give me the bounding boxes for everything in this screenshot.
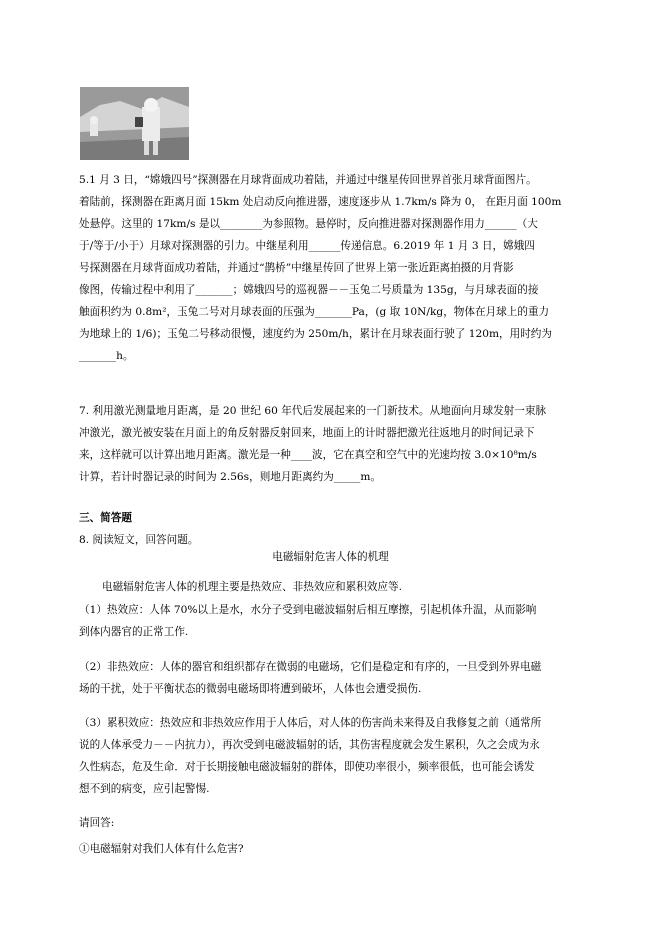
p1-line: 到体内器官的正常工作.	[79, 626, 189, 638]
p3-line: 久性病态，危及生命．对于长期接触电磁波辐射的群体，即使功率很小，频率很低，也可能会诱发	[79, 761, 535, 773]
article-paragraph-3	[79, 712, 588, 800]
q5-line: 触面积约为 0.8m²，玉兔二号对月球表面的压强为_______Pa，(g 取 10N/kg，物体在月球上的重力	[79, 306, 550, 318]
p2-line: 场的干扰，处于平衡状态的微弱电磁场即将遭到破坏，人体也会遭受损伤.	[79, 683, 422, 695]
question-8-1-text: ①电磁辐射对我们人体有什么危害?	[79, 843, 244, 855]
p2-line: （2）非热效应：人体的器官和组织都存在微弱的电磁场，它们是稳定和有序的，一旦受到外界电磁	[79, 661, 542, 673]
q5-line: 于/等于/小于）月球对探测器的引力。中继星利用______传递信息。6.2019 年 1 月 3 日，嫦娥四	[79, 240, 535, 252]
article-paragraph-1	[79, 599, 588, 643]
moon-photo-graphic	[80, 87, 189, 160]
question-7	[79, 400, 588, 488]
q5-line: 为地球上的 1/6)；玉兔二号移动很慢，速度约为 250m/h，累计在月球表面行驶了 120m，用时约为	[79, 328, 552, 340]
q7-line: 冲激光，激光被安装在月面上的角反射器反射回来，地面上的计时器把激光往返地月的时间记录下	[79, 427, 535, 439]
q5-line: 5.1 月 3 日，“嫦娥四号”探测器在月球背面成功着陆，并通过中继星传回世界首张月球背面图片。	[79, 174, 537, 186]
p3-line: 说的人体承受力－－内抗力），再次受到电磁波辐射的话，其伤害程度就会发生累积，久之会成为永	[79, 739, 540, 751]
article-title: 电磁辐射危害人体的机理	[272, 551, 389, 563]
section-heading-text: 三、简答题	[79, 512, 132, 524]
question-8-intro	[79, 529, 588, 551]
p3-line: 想不到的病变，应引起警惕.	[79, 783, 210, 795]
q8-intro-text: 8. 阅读短文，回答问题。	[79, 534, 199, 546]
q5-line: 号探测器在月球背面成功着陆，并通过“鹊桥”中继星传回了世界上第一张近距离拍摄的月背影	[79, 262, 514, 274]
q5-line: 像图，传输过程中利用了_______；嫦娥四号的巡视器－－玉兔二号质量为 135g，与月球表面的接	[79, 284, 539, 296]
p1-line: （1）热效应：人体 70%以上是水，水分子受到电磁波辐射后相互摩擦，引起机体升温，从而影响	[79, 604, 537, 616]
article-lead-text: 电磁辐射危害人体的机理主要是热效应、非热效应和累积效应等.	[102, 581, 402, 593]
moon-astronaut-photo	[80, 87, 189, 160]
section-heading	[79, 507, 588, 529]
q5-line: _______h。	[79, 350, 134, 362]
q7-line: 计算，若计时器记录的时间为 2.56s，则地月距离约为_____m。	[79, 471, 381, 483]
article-paragraph-2	[79, 656, 588, 700]
please-answer-text: 请回答:	[79, 817, 115, 829]
q5-line: 着陆前，探测器在距离月面 15km 处启动反向推进器，速度逐步从 1.7km/s 降为 0， 在距月面 100m	[79, 196, 562, 208]
article-lead	[102, 576, 611, 598]
q7-line: 来，这样就可以计算出地月距离。激光是一种____波，它在真空和空气中的光速均按 3.0×10⁸m/s	[79, 449, 537, 461]
please-answer	[79, 812, 588, 834]
q5-line: 处悬停。这里的 17km/s 是以________为参照物。悬停时，反向推进器对探测器作用力______（大	[79, 218, 538, 230]
q7-line: 7. 利用激光测量地月距离，是 20 世纪 60 年代后发展起来的一门新技术。从地面向月球发射一束脉	[79, 405, 547, 417]
p3-line: （3）累积效应：热效应和非热效应作用于人体后，对人体的伤害尚未来得及自我修复之前（通常所	[79, 717, 542, 729]
question-8-1	[79, 838, 588, 860]
question-5	[79, 169, 588, 367]
